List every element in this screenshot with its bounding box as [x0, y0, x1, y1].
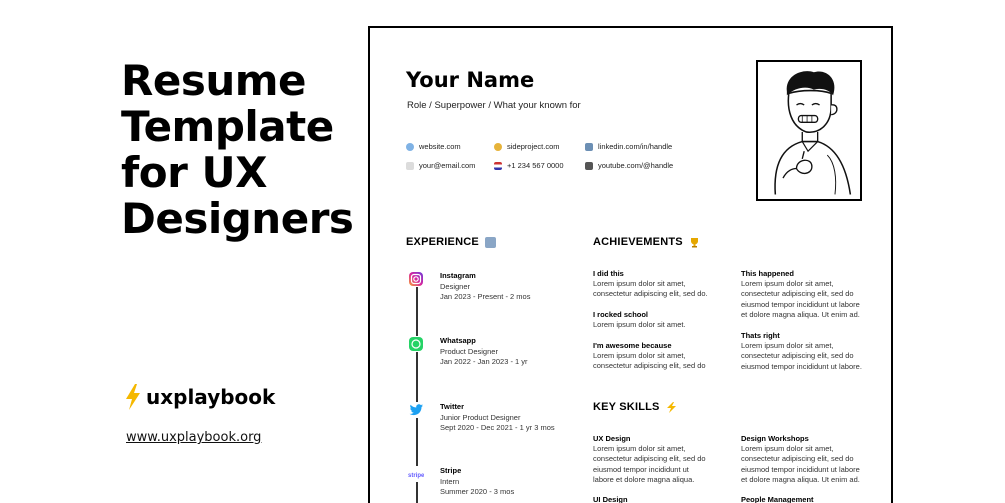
contact-website[interactable] [406, 142, 461, 151]
trophy-icon [689, 237, 700, 248]
contact-text: linkedin.com/in/handle [598, 142, 673, 151]
experience-text [440, 271, 530, 303]
skill-line: eiusmod tempor incididunt ut labore [741, 464, 860, 474]
brand-name: uxplaybook [146, 385, 276, 409]
achievement-line: consectetur adipiscing elit, sed do [741, 289, 854, 299]
achievement-item [593, 269, 723, 300]
brand-logo [124, 384, 275, 410]
contact-youtube[interactable] [585, 161, 673, 170]
experience-heading [406, 236, 496, 248]
hero-title [121, 56, 354, 243]
stripe-logo-icon [408, 466, 424, 482]
achievement-item [741, 331, 881, 372]
skill-line: Lorem ipsum dolor sit amet, [593, 444, 686, 454]
people-icon [585, 143, 593, 151]
skill-line: labore et dolore magna aliqua. [593, 474, 695, 484]
achievement-title: I rocked school [593, 310, 649, 319]
hero-title-line: Resume [121, 56, 306, 105]
job-dates: Summer 2020 - 3 mos [440, 487, 515, 496]
skill-title: UX Design [593, 434, 631, 443]
resume-document [368, 26, 893, 503]
achievement-line: Lorem ipsum dolor sit amet, [741, 341, 834, 351]
achievement-line: eiusmod tempor incididunt ut labore. [741, 361, 862, 371]
resume-name: Your Name [406, 68, 535, 92]
contact-text: website.com [419, 142, 461, 151]
skill-line: Lorem ipsum dolor sit amet, [741, 444, 834, 454]
envelope-icon [406, 162, 414, 170]
company-name: Twitter [440, 402, 465, 411]
job-role: Junior Product Designer [440, 412, 521, 422]
achievement-item [593, 341, 723, 372]
skill-line: consectetur adipiscing elit, sed do [741, 454, 854, 464]
skill-title: People Management [741, 495, 814, 503]
hero-title-line: Template [121, 102, 334, 151]
achievement-line: Lorem ipsum dolor sit amet, [741, 279, 834, 289]
portrait-illustration [758, 62, 860, 199]
experience-text [440, 466, 514, 498]
skill-title: UI Design [593, 495, 628, 503]
achievements-title: ACHIEVEMENTS [593, 236, 683, 248]
skill-line: eiusmod tempor incididunt ut [593, 464, 689, 474]
emoji-icon [494, 143, 502, 151]
skill-line: consectetur adipiscing elit, sed do [593, 454, 706, 464]
instagram-icon [408, 271, 424, 287]
achievement-title: Thats right [741, 331, 780, 340]
hero-title-line: Designers [121, 194, 354, 243]
contact-list [406, 142, 726, 182]
resume-role: Role / Superpower / What your known for [407, 100, 581, 111]
skill-item [593, 495, 723, 503]
achievement-line: consectetur adipiscing elit, sed do. [593, 289, 708, 299]
achievement-line: Lorem ipsum dolor sit amet, [593, 351, 686, 361]
skill-item [593, 434, 723, 485]
job-dates: Jan 2022 - Jan 2023 - 1 yr [440, 357, 528, 366]
experience-text [440, 336, 528, 368]
skill-item [741, 434, 881, 485]
skill-item [741, 495, 881, 503]
achievement-line: consectetur adipiscing elit, sed do [741, 351, 854, 361]
svg-text:stripe: stripe [408, 473, 424, 479]
achievement-title: I'm awesome because [593, 341, 672, 350]
contact-text: sideproject.com [507, 142, 560, 151]
lightning-icon [666, 402, 677, 413]
tv-icon [585, 162, 593, 170]
contact-email[interactable] [406, 161, 475, 170]
lightning-icon [124, 384, 142, 410]
globe-icon [406, 143, 414, 151]
skills-heading [593, 401, 677, 413]
experience-text [440, 402, 555, 434]
hero-title-line: for UX [121, 148, 267, 197]
achievement-title: This happened [741, 269, 794, 278]
skill-line: et dolore magna aliqua. Ut enim ad. [741, 474, 860, 484]
skills-title: KEY SKILLS [593, 401, 660, 413]
achievement-item [593, 310, 723, 330]
achievement-line: Lorem ipsum dolor sit amet. [593, 320, 686, 330]
twitter-bird-icon [408, 402, 424, 418]
contact-text: +1 234 567 0000 [507, 161, 564, 170]
portrait-frame [756, 60, 862, 201]
job-dates: Sept 2020 - Dec 2021 - 1 yr 3 mos [440, 423, 555, 432]
contact-phone[interactable] [494, 161, 564, 170]
company-name: Whatsapp [440, 336, 476, 345]
achievement-item [741, 269, 881, 320]
contact-text: youtube.com/@handle [598, 161, 674, 170]
experience-title: EXPERIENCE [406, 236, 479, 248]
company-name: Instagram [440, 271, 476, 280]
contact-linkedin[interactable] [585, 142, 672, 151]
flag-icon [494, 162, 502, 170]
achievement-title: I did this [593, 269, 624, 278]
contact-text: your@email.com [419, 161, 476, 170]
job-dates: Jan 2023 - Present - 2 mos [440, 292, 531, 301]
job-role: Intern [440, 476, 460, 486]
job-role: Designer [440, 281, 471, 291]
contact-sideproject[interactable] [494, 142, 560, 151]
achievement-line: et dolore magna aliqua. Ut enim ad. [741, 309, 860, 319]
achievement-line: eiusmod tempor incididunt ut labore [741, 299, 860, 309]
whatsapp-icon [408, 336, 424, 352]
job-role: Product Designer [440, 346, 498, 356]
company-name: Stripe [440, 466, 462, 475]
website-link[interactable]: www.uxplaybook.org [126, 430, 262, 445]
hero-panel [0, 0, 360, 503]
achievement-line: consectetur adipiscing elit, sed do [593, 361, 706, 371]
achievements-heading [593, 236, 700, 248]
achievement-line: Lorem ipsum dolor sit amet, [593, 279, 686, 289]
briefcase-person-icon [485, 237, 496, 248]
skill-title: Design Workshops [741, 434, 809, 443]
